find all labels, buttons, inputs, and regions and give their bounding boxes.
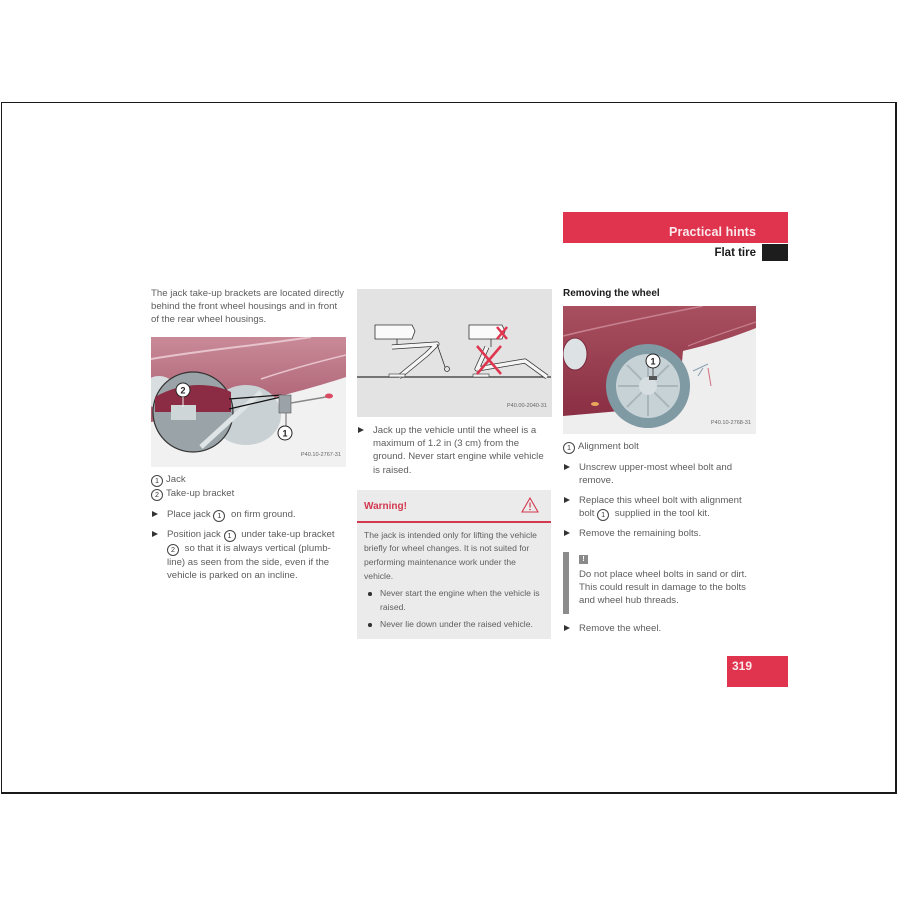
step-text: Replace this wheel bolt with alignment bolt xyxy=(579,494,742,519)
instruction-step xyxy=(563,622,758,635)
warning-bullet-text: Never start the engine when the vehicle is raised. xyxy=(380,588,540,612)
instruction-step xyxy=(151,508,347,522)
instruction-step xyxy=(563,494,758,521)
legend-item xyxy=(151,487,347,501)
svg-text:2: 2 xyxy=(180,385,186,396)
instruction-step xyxy=(563,527,758,540)
warning-header xyxy=(357,490,551,523)
warning-triangle-icon xyxy=(521,497,539,513)
warning-title: Warning! xyxy=(364,500,407,512)
jack-bracket-figure xyxy=(151,337,346,467)
callout-number: 1 xyxy=(597,509,609,521)
subsection-header xyxy=(563,244,788,262)
column-2 xyxy=(357,289,551,639)
bullet-arrow-icon xyxy=(564,497,570,503)
column-3 xyxy=(563,287,758,635)
note-text: Do not place wheel bolts in sand or dirt. This could result in damage to the bolts and wheel hub threads. xyxy=(579,569,747,607)
figure-code: P40.00-2040-31 xyxy=(506,402,547,409)
bullet-arrow-icon xyxy=(152,511,158,517)
subsection-marker xyxy=(762,244,788,261)
step-text: Remove the wheel. xyxy=(579,623,662,635)
legend-item xyxy=(151,473,347,487)
warning-text: The jack is intended only for lifting the vehicle briefly for wheel changes. It is not suited for performing maintenance work under the vehicle. xyxy=(364,529,537,581)
intro-text: The jack take-up brackets are located directly behind the front wheel housings and in front of the rear wheel housings. xyxy=(151,288,345,326)
bullet-dot-icon xyxy=(368,592,372,596)
callout-number: 1 xyxy=(563,442,575,454)
bullet-arrow-icon xyxy=(152,531,158,537)
instruction-step xyxy=(357,424,551,477)
warning-bullet-text: Never lie down under the raised vehicle. xyxy=(380,619,533,630)
step-text: Jack up the vehicle until the wheel is a maximum of 1.2 in (3 cm) from the ground. Never start engine while vehicle is raised. xyxy=(373,425,544,476)
callout-number: 2 xyxy=(167,544,179,556)
legend-item xyxy=(563,440,758,454)
step-text: Position jack xyxy=(167,528,224,540)
step-text: Unscrew upper-most wheel bolt and remove. xyxy=(579,462,733,487)
callout-number: 1 xyxy=(213,510,225,522)
section-heading: Removing the wheel xyxy=(563,288,660,299)
step-text: on firm ground. xyxy=(228,508,296,520)
bullet-arrow-icon xyxy=(564,530,570,536)
bullet-arrow-icon xyxy=(358,427,364,433)
legend-label: Alignment bolt xyxy=(578,441,639,453)
legend-label: Take-up bracket xyxy=(166,487,235,499)
jack-bracket-illustration xyxy=(151,337,346,467)
callout-number: 1 xyxy=(224,530,236,542)
note-bar xyxy=(563,552,569,614)
jack-position-figure xyxy=(357,289,552,417)
instruction-step xyxy=(151,528,347,582)
legend-label: Jack xyxy=(166,473,186,485)
figure-code: P40.10-2768-31 xyxy=(710,420,751,426)
svg-text:1: 1 xyxy=(282,428,288,439)
section-header xyxy=(563,212,788,243)
page-number: 319 xyxy=(732,659,753,673)
page-number-tab xyxy=(727,656,788,687)
svg-text:1: 1 xyxy=(650,356,656,367)
callout-number: 1 xyxy=(151,475,163,487)
bullet-arrow-icon xyxy=(564,625,570,631)
jack-position-illustration xyxy=(357,289,551,417)
callout-number: 2 xyxy=(151,489,163,501)
figure-legend xyxy=(151,473,347,501)
note-box xyxy=(563,552,758,610)
section-title: Practical hints xyxy=(669,225,756,239)
figure-code: P40.10-2767-31 xyxy=(300,452,341,459)
wheel-removal-figure xyxy=(563,306,756,434)
figure-legend xyxy=(563,440,758,454)
warning-bullet xyxy=(364,587,544,614)
column-1 xyxy=(151,287,347,582)
step-text: Remove the remaining bolts. xyxy=(579,527,702,539)
step-text: under take-up bracket xyxy=(238,528,335,540)
bullet-dot-icon xyxy=(368,623,372,627)
bullet-arrow-icon xyxy=(564,464,570,470)
warning-bullet xyxy=(364,618,544,632)
step-text: Place jack xyxy=(167,508,214,520)
exclamation-icon: ! xyxy=(579,555,588,564)
warning-body xyxy=(357,523,551,639)
subsection-title: Flat tire xyxy=(714,247,756,259)
step-text: supplied in the tool kit. xyxy=(612,507,710,519)
step-text: so that it is always vertical (plumb-line) as seen from the side, even if the vehicle is parked on an incline. xyxy=(167,542,331,581)
wheel-removal-illustration xyxy=(563,306,756,434)
instruction-step xyxy=(563,461,758,487)
warning-box xyxy=(357,490,551,639)
